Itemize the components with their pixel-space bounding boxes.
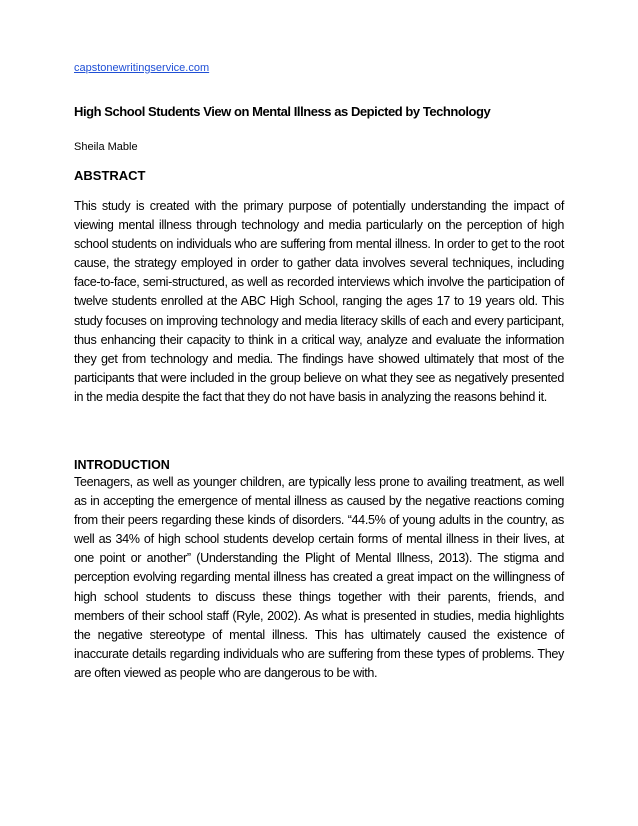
author-name: Sheila Mable [74,141,138,153]
document-title: High School Students View on Mental Illness as Depicted by Technology [74,104,491,119]
abstract-heading: ABSTRACT [74,168,146,183]
abstract-paragraph: This study is created with the primary purpose of potentially understanding the impact of viewing mental illness through technology and media particularly on the perception of high school students on individuals who are suffering from mental illness. In order to get to the root cause, the strategy employed in order to gather data involves several techniques, including face-to-face, semi-structured, as well as recorded interviews which involve the participation of twelve students enrolled at the ABC High School, ranging the ages 17 to 19 years old. This study focuses on improving technology and media literacy skills of each and every participant, thus enhancing their capacity to think in a critical way, analyze and evaluate the information they get from technology and media. The findings have showed ultimately that most of the participants that were included in the group believe on what they see as negatively presented in the media despite the fact that they do not have basis in analyzing the reasons behind it. [74,199,564,404]
introduction-heading: INTRODUCTION [74,458,170,472]
introduction-paragraph: Teenagers, as well as younger children, are typically less prone to availing treatment, as well as in accepting the emergence of mental illness as caused by the negative reactions coming from their peers regarding these kinds of disorders. “44.5% of young adults in the country, as well as 34% of high school students develop certain forms of mental illness in their lives, at one point or another” (Understanding the Plight of Mental Illness, 2013). The stigma and perception evolving regarding mental illness has created a great impact on the willingness of high school students to discuss these things together with their parents, friends, and members of their school staff (Ryle, 2002). As what is presented in studies, media highlights the negative stereotype of mental illness. This has ultimately caused the existence of inaccurate details regarding individuals who are suffering from these types of problems. They are often viewed as people who are dangerous to be with. [74,475,564,680]
source-link[interactable]: capstonewritingservice.com [74,62,210,74]
